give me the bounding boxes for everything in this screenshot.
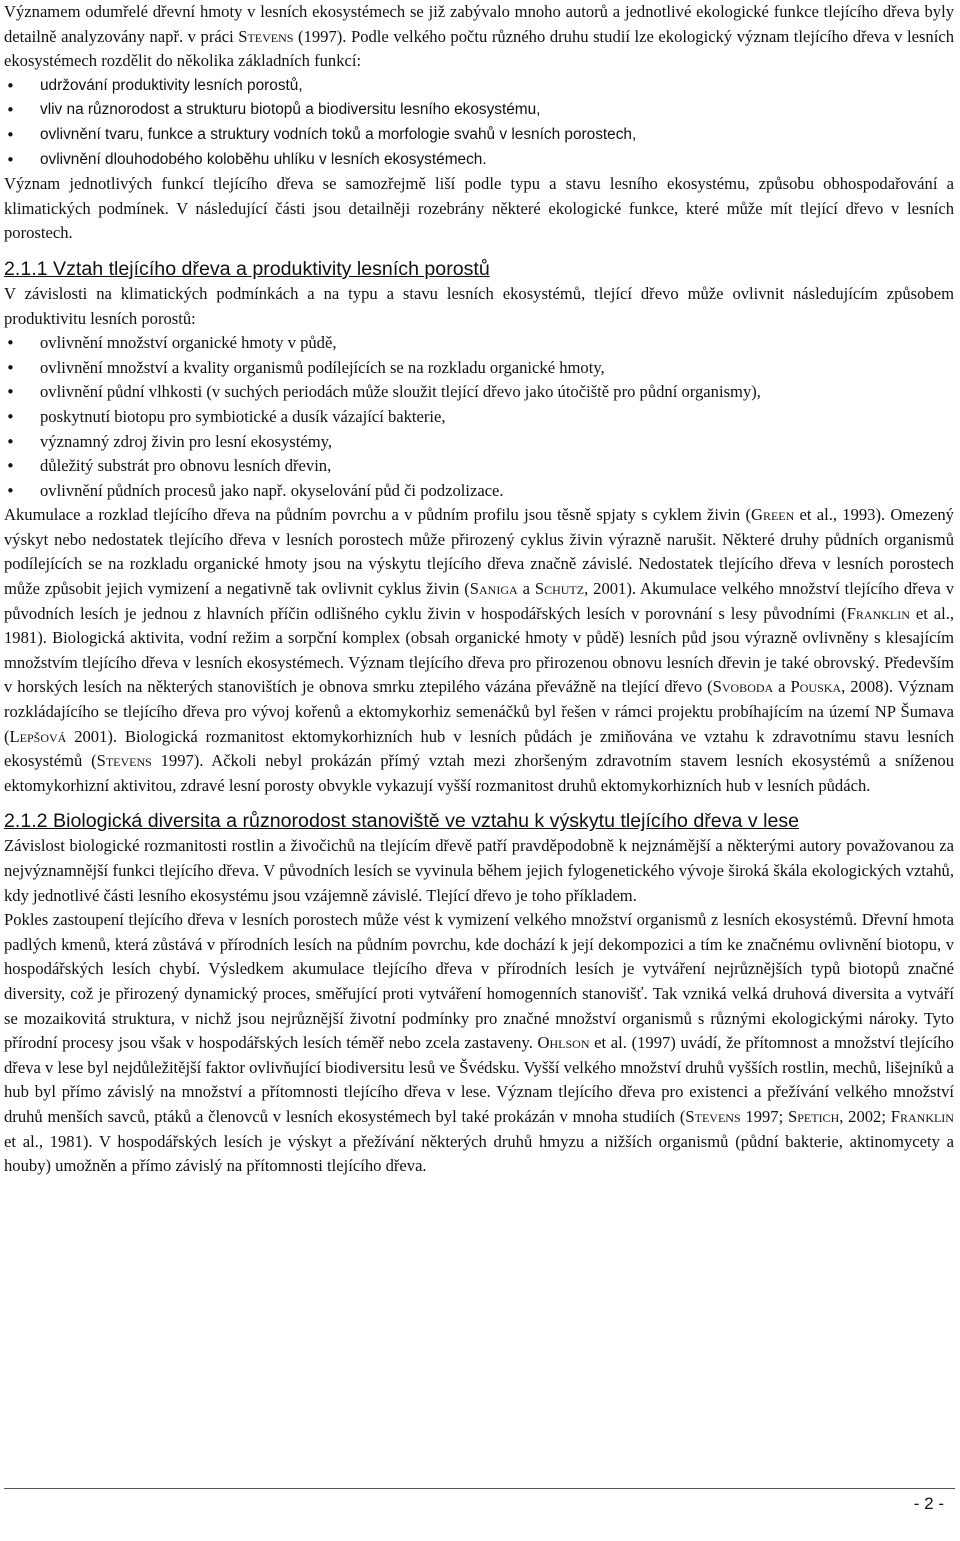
citation-author: Ohlson	[537, 1033, 590, 1053]
citation-author: Franklin	[846, 603, 910, 623]
list-item: • důležitý substrát pro obnovu lesních dřevin,	[4, 454, 954, 479]
section-heading: 2.1.2 Biologická diversita a různorodost stanoviště ve vztahu k výskytu tlejícího dřeva v lese	[4, 810, 800, 833]
section2-intro: Závislost biologické rozmanitosti rostlin a živočichů na tlejícím dřevě patří pravděpodobně k nejznámější a některými autory považovanou za nejvýznamnější funkci tlejícího dřeva. V původních lesích se vyvinula během jejich fylogenetického vývoje široká škála ekologických vztahů, kdy jednotlivé části lesního ekosystému jsou vzájemně závislé. Tlející dřevo je toho příkladem.	[4, 836, 954, 905]
citation-author: Svoboda	[712, 677, 774, 697]
citation-author: Stevens	[685, 1106, 741, 1126]
list-item: • ovlivnění půdních procesů jako např. okyselování půd či podzolizace.	[4, 479, 954, 504]
section1-intro: V závislosti na klimatických podmínkách a na typu a stavu lesních ekosystémů, tlející dřevo může ovlivnit následujícím způsobem produktivitu lesních porostů:	[4, 283, 954, 328]
intro-paragraph: Významem odumřelé dřevní hmoty v lesních ekosystémech se již zabývalo mnoho autorů a jednotlivé ekologické funkce tlejícího dřeva byly detailně analyzovány např. v práci Stevens (1997). Podle velkého počtu různého druhu studií lze ekologický význam tlejícího dřeva v lesních ekosystémech rozdělit do několika základních funkcí:	[4, 2, 954, 71]
list-item: • udržování produktivity lesních porostů,	[4, 74, 954, 99]
citation-author: Franklin	[890, 1106, 954, 1126]
productivity-list	[4, 331, 954, 503]
citation-author: Saniga	[469, 579, 518, 599]
list-item: • poskytnutí biotopu pro symbiotické a dusík vázající bakterie,	[4, 405, 954, 430]
section2-body: Pokles zastoupení tlejícího dřeva v lesních porostech může vést k vymizení velkého množství organismů z lesních ekosystémů. Dřevní hmota padlých kmenů, která zůstává v přírodních lesích na půdním povrchu, kde dochází k její dekompozici a tím ke značnému ovlivnění biotopu, v hospodářských lesích chybí. Výsledkem akumulace tlejícího dřeva v přírodních lesích je vytváření nejrůznějších typů biotopů značné diversity, což je přirozený dynamický proces, směřující proti vytváření homogenních stanovišť. Tak vzniká velká druhová diversita a vytváří se mozaikovitá struktura, v nichž jsou nejrůznější životní podmínky pro značné množství organismů s různými ekologickými nároky. Tyto přírodní procesy jsou však v hospodářských lesích téměř nebo zcela zastaveny. Ohlson et al. (1997) uvádí, že přítomnost a množství tlejícího dřeva v lese byl nejdůležitější faktor ovlivňující biodiversitu lesů ve Švédsku. Vyšší velkého množství druhů vyšších rostlin, mechů, lišejníků a hub byl přímo závislý na množství a přítomnosti tlejícího dřeva v lese. Význam tlejícího dřeva pro existenci a přežívání velkého množství druhů menších savců, ptáků a členovců v lesních ekosystémech byl také prokázán v mnoha studiích (Stevens 1997; Spetich, 2002; Franklin et al., 1981). V hospodářských lesích je výskyt a přežívání některých druhů hmyzu a nižších organismů (půdní bakterie, aktinomycety a houby) umožněn a přímo závislý na přítomnosti tlejícího dřeva.	[4, 910, 954, 1176]
page-number: - 2 -	[913, 1494, 944, 1513]
list-item: • ovlivnění půdní vlhkosti (v suchých periodách může sloužit tlející dřevo jako útočiště pro půdní organismy),	[4, 380, 954, 405]
citation-author: Schutz	[534, 579, 585, 599]
citation-author: Green	[750, 505, 795, 525]
list-item: • ovlivnění dlouhodobého koloběhu uhlíku v lesních ekosystémech.	[4, 148, 954, 173]
citation-author: Spetich	[788, 1106, 840, 1126]
list-item: • ovlivnění množství organické hmoty v půdě,	[4, 331, 954, 356]
list-item: • ovlivnění množství a kvality organismů podílejících se na rozkladu organické hmoty,	[4, 356, 954, 381]
section1-body: Akumulace a rozklad tlejícího dřeva na půdním povrchu a v půdním profilu jsou těsně spjaty s cyklem živin (Green et al., 1993). Omezený výskyt nebo nedostatek tlejícího dřeva v lesních porostech může přirozený cyklus živin výrazně narušit. Některé druhy půdních organismů podílejících se na rozkladu organické hmoty jsou na výskytu tlejícího dřeva značně závislé. Nedostatek tlejícího dřeva v lesních porostech může způsobit jejich vymizení a negativně tak ovlivnit cyklus živin (Saniga a Schutz, 2001). Akumulace velkého množství tlejícího dřeva v původních lesích je jednou z hlavních příčin odlišného cyklu živin v hospodářských lesích v porovnání s lesy původními (Franklin et al., 1981). Biologická aktivita, vodní režim a sorpční komplex (obsah organické hmoty v půdě) lesních půd jsou výrazně ovlivněny s klesajícím množstvím tlejícího dřeva v lesních ekosystémech. Význam tlejícího dřeva pro přirozenou obnovu lesních dřevin je také obrovský. Především v horských lesích na některých stanovištích je obnova smrku ztepilého vázána převážně na tlející dřevo (Svoboda a Pouska, 2008). Význam rozkládajícího se tlejícího dřeva pro vývoj kořenů a ektomykorhiz semenáčků byl řešen v rámci projektu probíhajícím na území NP Šumava (Lepšová 2001). Biologická rozmanitost ektomykorhizních hub v lesních půdách je zmiňována ve vztahu k zdravotnímu stavu lesních ekosystémů (Stevens 1997). Ačkoli nebyl prokázán přímý vztah mezi zhoršeným zdravotním stavem lesních ekosystémů a sníženou ektomykorhizní aktivitou, zdravé lesní porosty obvykle vykazují vyšší rozmanitost druhů ektomykorhizních hub v lesních půdách.	[4, 505, 954, 795]
citation-author: Lepšová	[9, 726, 67, 746]
citation-author: Pouska	[790, 677, 842, 697]
footer-divider	[4, 1488, 955, 1489]
citation-author: Stevens	[96, 751, 152, 771]
section-heading: 2.1.1 Vztah tlejícího dřeva a produktivity lesních porostů	[4, 257, 490, 280]
list-item: • ovlivnění tvaru, funkce a struktury vodních toků a morfologie svahů v lesních porostech,	[4, 123, 954, 148]
document-page	[4, 0, 954, 1179]
intro-paragraph-2: Význam jednotlivých funkcí tlejícího dřeva se samozřejmě liší podle typu a stavu lesního ekosystému, způsobu obhospodařování a klimatických podmínek. V následující části jsou detailněji rozebrány některé ekologické funkce, které může mít tlející dřevo v lesních porostech.	[4, 174, 954, 243]
function-list	[4, 74, 954, 172]
list-item: • významný zdroj živin pro lesní ekosystémy,	[4, 430, 954, 455]
citation-author: Stevens	[238, 26, 294, 46]
list-item: • vliv na různorodost a strukturu biotopů a biodiversitu lesního ekosystému,	[4, 98, 954, 123]
